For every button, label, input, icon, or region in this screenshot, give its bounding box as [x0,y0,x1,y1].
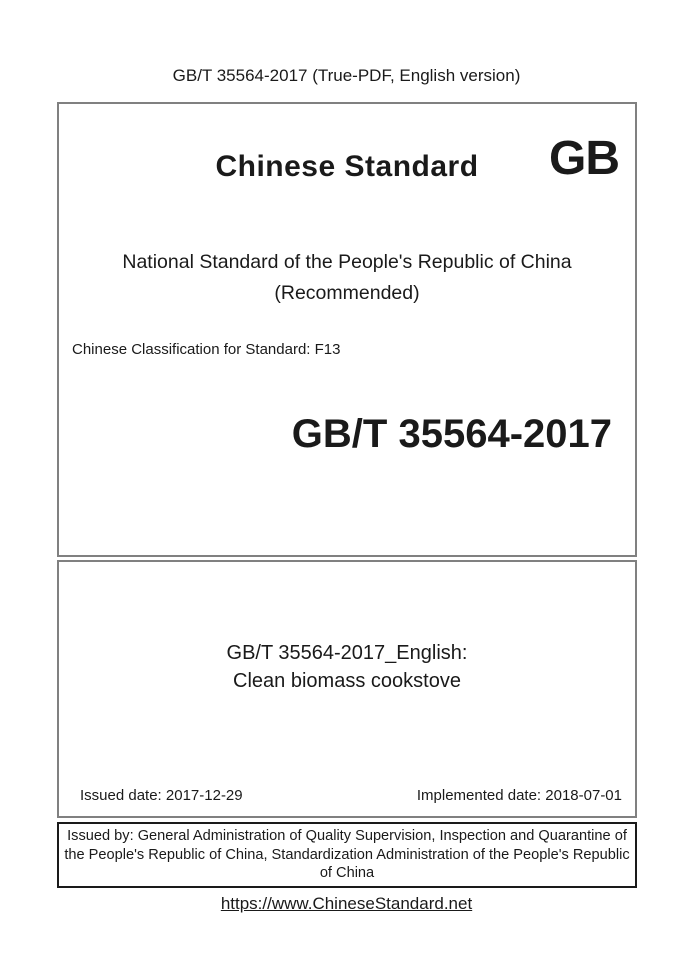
title-box [57,560,637,818]
footer [0,894,693,914]
english-title [59,639,635,695]
issued-date: Issued date: 2017-12-29 [80,787,243,804]
national-standard-lines [59,247,635,309]
classification-text: Chinese Classification for Standard: F13 [72,341,341,358]
dates-row [80,787,622,804]
issuer-box [57,822,637,888]
issuer-text: Issued by: General Administration of Quality Supervision, Inspection and Quarantine of the People's Republic of China, Standardization Administration of the People's Republic of China [64,828,630,882]
cover-box [57,102,637,557]
standard-number: GB/T 35564-2017 [291,412,612,456]
national-standard-line: National Standard of the People's Republic of China [122,251,572,273]
english-title-line1: GB/T 35564-2017_English: [226,642,468,664]
gb-logo: GB [549,132,619,185]
footer-link[interactable]: https://www.ChineseStandard.net [220,894,473,913]
page-header-title: GB/T 35564-2017 (True-PDF, English version) [172,66,521,85]
recommended-line: (Recommended) [274,282,420,304]
brand-title: Chinese Standard [215,150,479,183]
implemented-date: Implemented date: 2018-07-01 [416,787,622,804]
english-title-line2: Clean biomass cookstove [233,670,461,692]
